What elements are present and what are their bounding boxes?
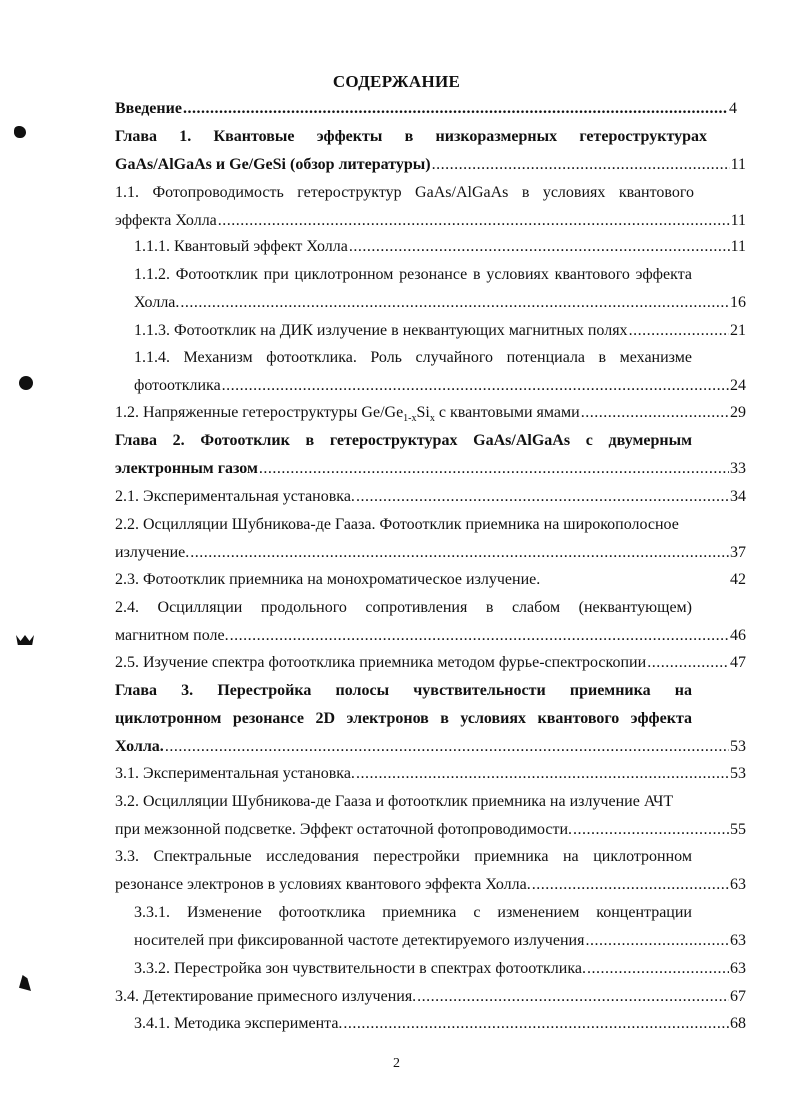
dot-leader <box>222 377 729 395</box>
toc-page-number: 34 <box>730 488 746 505</box>
toc-entry-title: Глава 3. Перестройка полосы чувствительности приемника на <box>115 682 692 699</box>
toc-entry-title-cont: магнитном поле. <box>115 627 229 644</box>
toc-entry[interactable] <box>115 848 692 868</box>
page-number: 2 <box>393 1056 400 1071</box>
toc-entry[interactable] <box>115 988 746 1008</box>
toc-entry[interactable] <box>115 793 715 813</box>
toc-entry-continuation[interactable] <box>115 212 746 232</box>
dot-leader <box>356 488 729 506</box>
toc-entry[interactable] <box>134 904 692 924</box>
toc-entry-title: 1.1. Фотопроводимость гетероструктур GaAs/AlGaAs в условиях квантового <box>115 184 694 201</box>
toc-title-part: 1.2. Напряженные гетероструктуры Ge/Ge <box>115 404 404 421</box>
toc-entry-continuation[interactable] <box>115 156 746 176</box>
toc-entry-title-cont: электронным газом <box>115 460 258 477</box>
toc-entry-title: 3.4. Детектирование примесного излучения. <box>115 988 417 1005</box>
table-of-contents <box>0 96 793 1046</box>
toc-entry-title <box>115 404 580 424</box>
toc-entry-title-cont: фотоотклика <box>134 377 221 394</box>
toc-entry-title: 3.2. Осцилляции Шубникова-де Гааза и фотоотклик приемника на излучение АЧТ <box>115 793 674 810</box>
toc-entry[interactable] <box>134 960 746 980</box>
toc-entry-continuation[interactable] <box>115 710 692 730</box>
toc-entry-title-cont: резонансе электронов в условиях квантового эффекта Холла. <box>115 876 531 893</box>
toc-entry[interactable] <box>134 238 746 258</box>
toc-page-number: 67 <box>730 988 746 1005</box>
dot-leader <box>587 960 729 978</box>
toc-entry-title: Глава 1. Квантовые эффекты в низкоразмерных гетероструктурах <box>115 128 707 145</box>
toc-entry[interactable] <box>115 128 707 148</box>
toc-entry[interactable] <box>134 1015 746 1035</box>
toc-entry-title-cont: носителей при фиксированной частоте детектируемого излучения <box>134 932 585 949</box>
toc-page-number: 68 <box>730 1015 746 1032</box>
toc-page-number: 53 <box>730 738 746 755</box>
toc-entry-title: 3.3. Спектральные исследования перестройки приемника на циклотронном <box>115 848 692 865</box>
toc-entry[interactable] <box>115 682 692 702</box>
toc-entry[interactable] <box>115 654 746 674</box>
toc-page-number: 53 <box>730 765 746 782</box>
dot-leader <box>218 212 730 230</box>
toc-entry-title: 1.1.3. Фотоотклик на ДИК излучение в неквантующих магнитных полях <box>134 322 628 339</box>
toc-entry[interactable] <box>115 100 737 120</box>
toc-entry-title: Глава 2. Фотоотклик в гетероструктурах GaAs/AlGaAs с двумерным <box>115 432 692 449</box>
toc-entry[interactable] <box>115 571 746 591</box>
dot-leader <box>417 988 729 1006</box>
toc-title-part: Si <box>416 404 430 421</box>
toc-entry-title-cont: GaAs/AlGaAs и Ge/GeSi (обзор литературы) <box>115 156 431 173</box>
toc-entry-title: 2.1. Экспериментальная установка. <box>115 488 355 505</box>
dot-leader <box>532 876 729 894</box>
toc-page-number: 63 <box>730 876 746 893</box>
toc-page-number: 33 <box>730 460 746 477</box>
dot-leader <box>180 294 729 312</box>
toc-entry-continuation[interactable] <box>134 294 746 314</box>
dot-leader <box>573 821 729 839</box>
dot-leader <box>585 932 729 950</box>
toc-page-number: 63 <box>730 932 746 949</box>
page-title: СОДЕРЖАНИЕ <box>332 72 461 91</box>
dot-leader <box>183 100 728 118</box>
toc-entry-title-cont: Холла. <box>134 294 180 311</box>
toc-page-number: 47 <box>730 654 746 671</box>
toc-page-number: 21 <box>730 322 746 339</box>
toc-page-number: 37 <box>730 544 746 561</box>
toc-entry-title-cont: Холла. <box>115 738 164 755</box>
subscript: 1-x <box>403 413 417 425</box>
toc-entry-title: 3.1. Экспериментальная установка. <box>115 765 355 782</box>
dot-leader <box>343 1015 729 1033</box>
toc-entry-title: 2.5. Изучение спектра фотоотклика приемника методом фурье-спектроскопии <box>115 654 647 671</box>
toc-entry[interactable] <box>115 488 746 508</box>
toc-entry-title: 2.3. Фотоотклик приемника на монохроматическое излучение. <box>115 571 541 588</box>
toc-entry[interactable] <box>134 266 692 286</box>
toc-entry-title: 3.4.1. Методика эксперимента. <box>134 1015 343 1032</box>
dot-leader <box>432 156 730 174</box>
toc-entry-title: 3.3.1. Изменение фотоотклика приемника с изменением концентрации <box>134 904 692 921</box>
toc-entry-continuation[interactable] <box>134 932 746 952</box>
dot-leader <box>165 738 729 756</box>
toc-entry-title-cont: при межзонной подсветке. Эффект остаточной фотопроводимости. <box>115 821 573 838</box>
toc-entry[interactable] <box>115 432 692 452</box>
toc-entry[interactable] <box>115 404 746 424</box>
toc-page-number: 55 <box>730 821 746 838</box>
toc-entry-title: Введение <box>115 100 182 117</box>
toc-page-number: 11 <box>730 238 746 255</box>
toc-entry-title: 1.1.1. Квантовый эффект Холла <box>134 238 348 255</box>
toc-entry-title: 1.1.2. Фотоотклик при циклотронном резонансе в условиях квантового эффекта <box>134 266 692 283</box>
toc-entry-continuation[interactable] <box>115 544 746 564</box>
dot-leader <box>581 404 729 422</box>
toc-page-number: 63 <box>730 960 746 977</box>
toc-entry-title: 3.3.2. Перестройка зон чувствительности в спектрах фотоотклика. <box>134 960 586 977</box>
toc-entry-title-cont: излучение. <box>115 544 190 561</box>
dot-leader <box>356 765 729 783</box>
toc-entry-continuation[interactable] <box>115 738 746 758</box>
toc-entry-title: 2.4. Осцилляции продольного сопротивления в слабом (неквантующем) <box>115 599 692 616</box>
toc-entry-title: 2.2. Осцилляции Шубникова-де Гааза. Фотоотклик приемника на широкополосное <box>115 516 679 533</box>
toc-entry-title: 1.1.4. Механизм фотоотклика. Роль случайного потенциала в механизме <box>134 349 692 366</box>
toc-page-number: 29 <box>730 404 746 421</box>
toc-page-number: 4 <box>729 100 737 117</box>
toc-page-number: 42 <box>730 571 746 588</box>
toc-entry-continuation[interactable] <box>115 627 746 647</box>
dot-leader <box>349 238 730 256</box>
subscript: x <box>429 413 435 425</box>
toc-page-number: 11 <box>730 212 746 229</box>
toc-entry-continuation[interactable] <box>115 876 746 896</box>
toc-entry[interactable] <box>115 599 692 619</box>
dot-leader <box>629 322 729 340</box>
toc-page-number: 24 <box>730 377 746 394</box>
toc-entry-continuation[interactable] <box>115 821 746 841</box>
toc-entry[interactable] <box>115 516 695 536</box>
toc-entry[interactable] <box>134 322 746 342</box>
dot-leader <box>190 544 729 562</box>
toc-entry-continuation[interactable] <box>115 460 746 480</box>
dot-leader <box>230 627 729 645</box>
toc-entry-title-cont: циклотронном резонансе 2D электронов в условиях квантового эффекта <box>115 710 692 727</box>
toc-entry[interactable] <box>115 184 694 204</box>
toc-page-number: 46 <box>730 627 746 644</box>
toc-entry-title-cont: эффекта Холла <box>115 212 217 229</box>
toc-page-number: 11 <box>730 156 746 173</box>
toc-title-part: с квантовыми ямами <box>434 404 580 421</box>
toc-entry[interactable] <box>134 349 692 369</box>
toc-entry[interactable] <box>115 765 746 785</box>
toc-entry-continuation[interactable] <box>134 377 746 397</box>
dot-leader <box>647 654 729 672</box>
dot-leader <box>259 460 729 478</box>
toc-page-number: 16 <box>730 294 746 311</box>
